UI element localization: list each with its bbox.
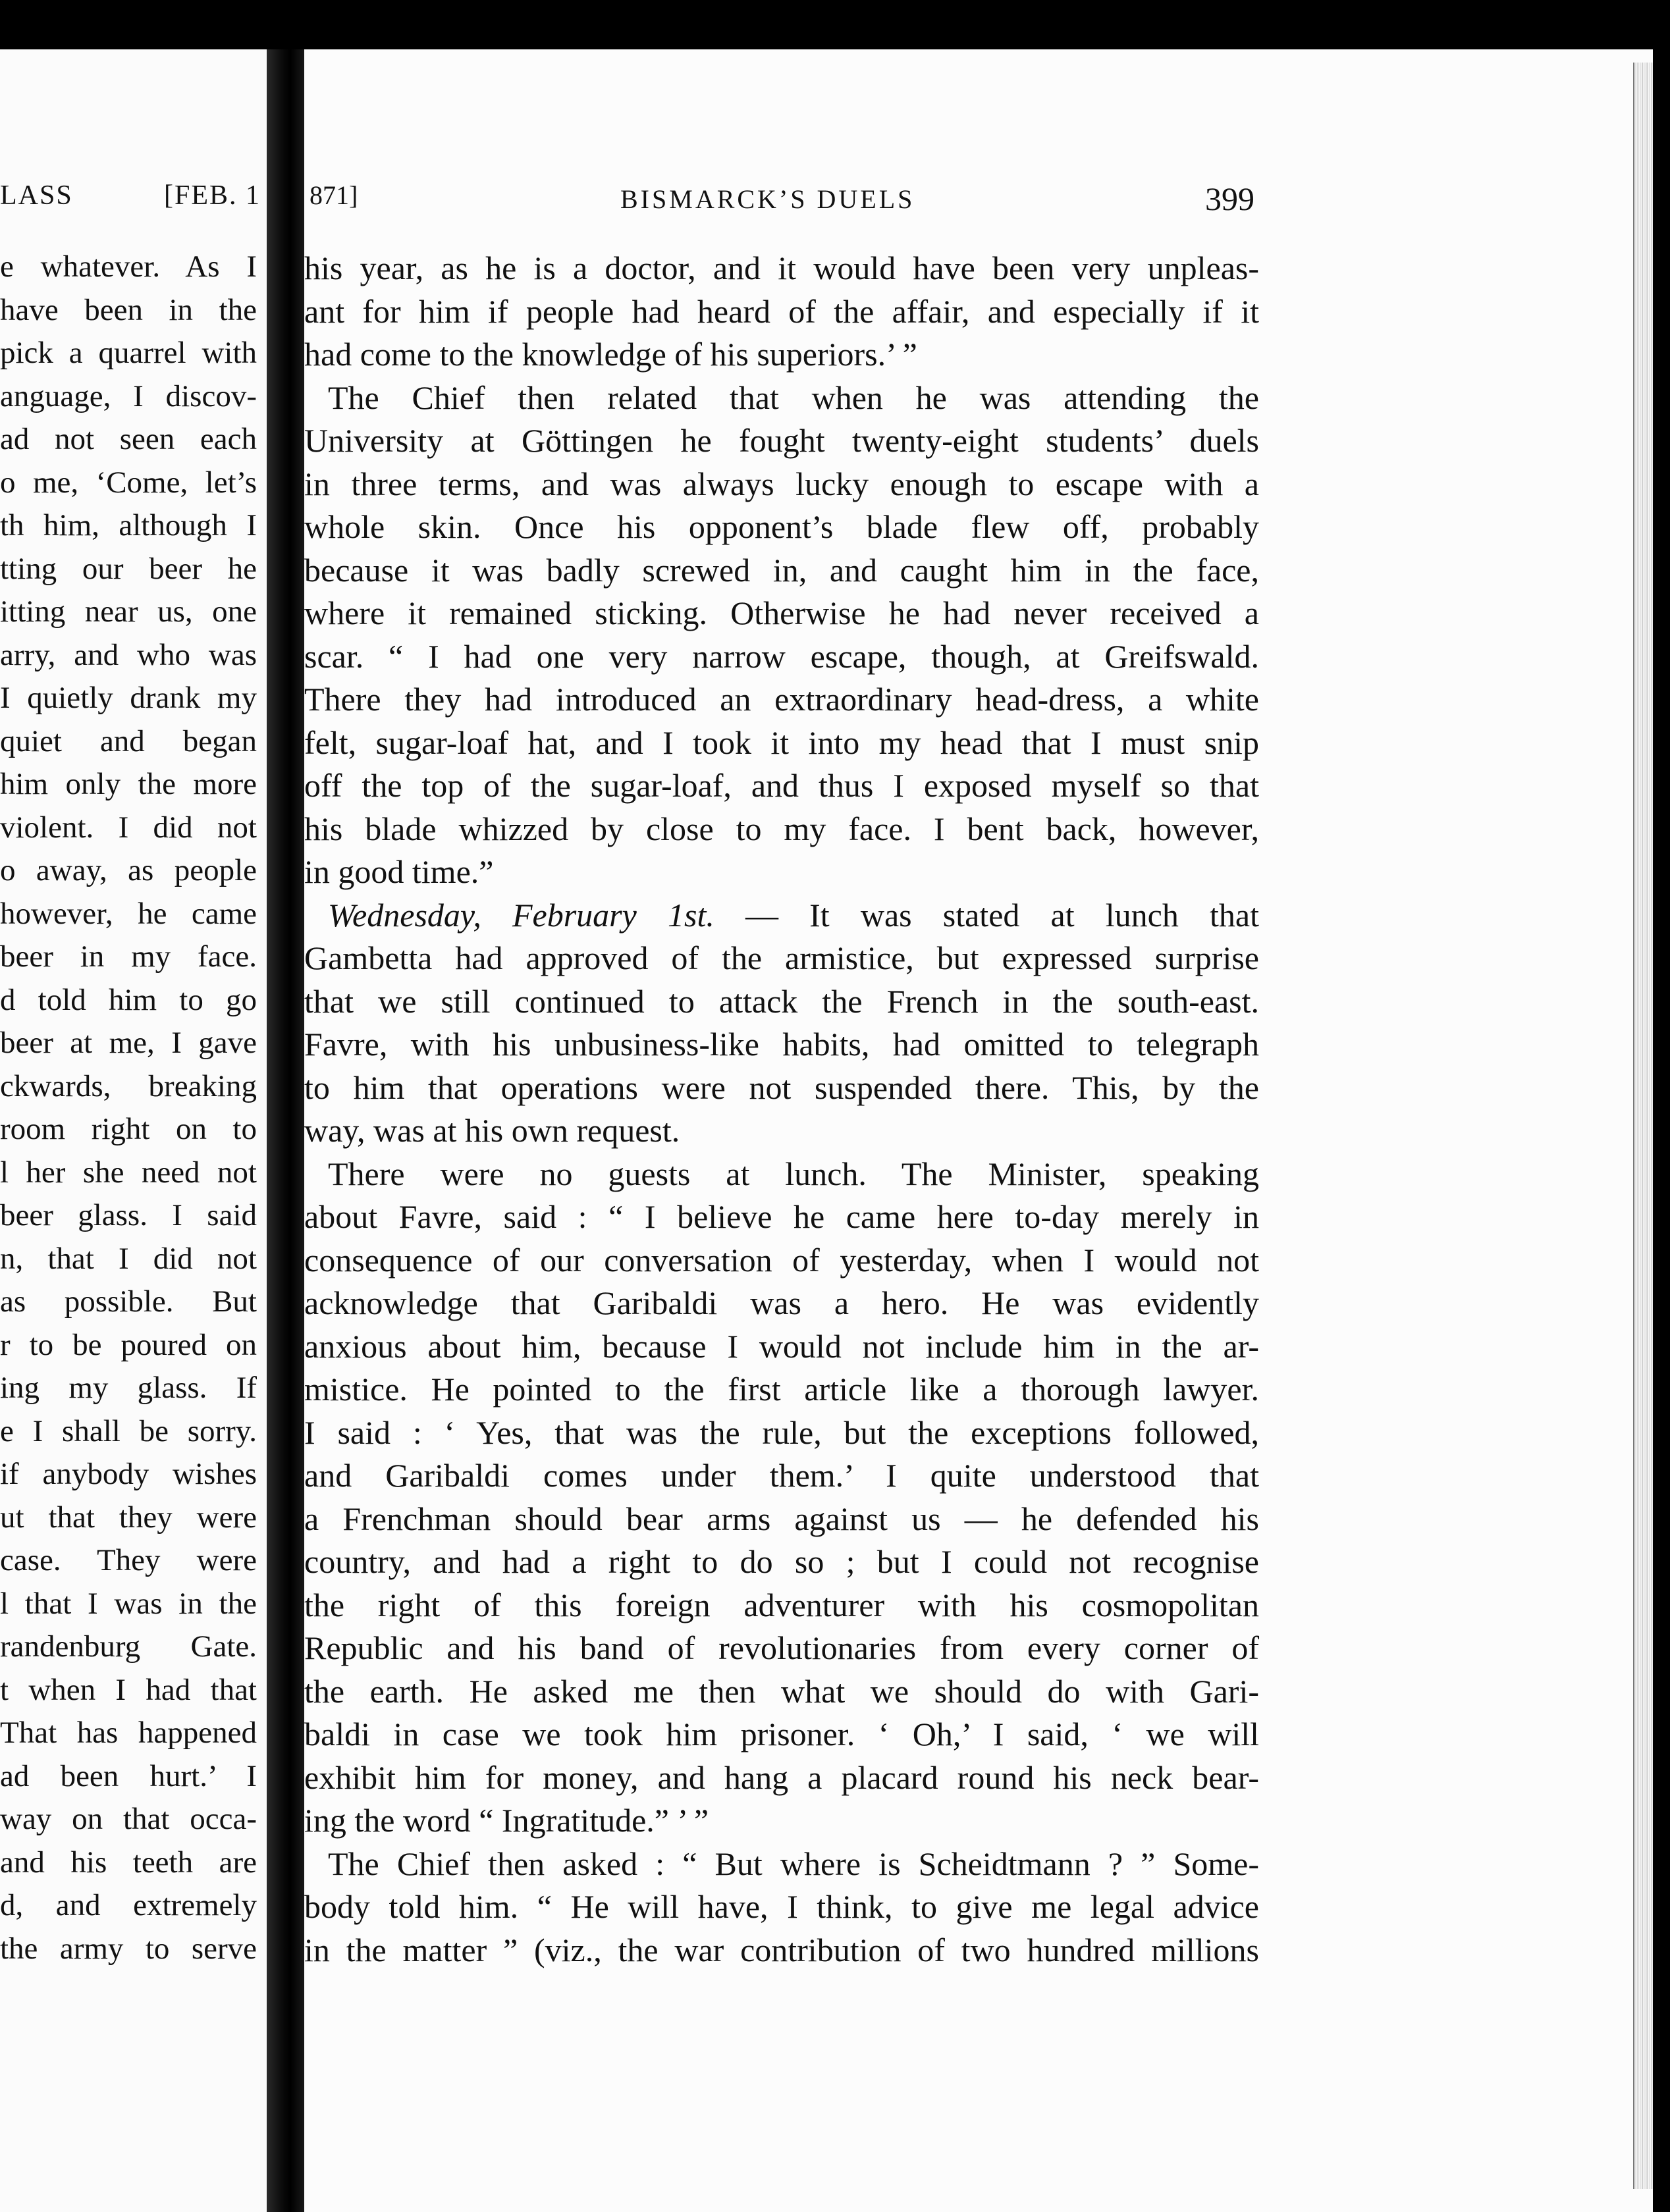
page-number: 399 bbox=[1205, 180, 1254, 217]
text-line: e whatever. As I bbox=[0, 250, 257, 284]
text-line: d, and extremely bbox=[0, 1888, 257, 1922]
text-line: as possible. But bbox=[0, 1284, 257, 1319]
text-line: The Chief then related that when he was attending the bbox=[328, 379, 1259, 416]
text-line: however, he came bbox=[0, 896, 257, 931]
text-line: beer at me, I gave bbox=[0, 1026, 257, 1060]
text-line: acknowledge that Garibaldi was a hero. He was evidently bbox=[304, 1284, 1259, 1321]
left-running-head bbox=[0, 180, 263, 219]
text-line: ing my glass. If bbox=[0, 1371, 257, 1405]
text-line: ing the word “ Ingratitude.” ’ ” bbox=[304, 1802, 709, 1839]
text-line: his year, as he is a doctor, and it would have been very unpleas- bbox=[304, 250, 1259, 286]
text-line: l her she need not bbox=[0, 1155, 257, 1190]
page-body bbox=[304, 247, 1259, 1972]
text-line: whole skin. Once his opponent’s blade flew off, probably bbox=[304, 508, 1259, 545]
text-line: ad been hurt.’ I bbox=[0, 1758, 257, 1793]
text-line: tting our beer he bbox=[0, 551, 257, 586]
left-page-text bbox=[0, 246, 257, 1970]
text-line: t when I had that bbox=[0, 1672, 257, 1707]
right-page bbox=[304, 49, 1653, 2212]
text-line: There were no guests at lunch. The Minister, speaking bbox=[328, 1155, 1259, 1192]
text-line: That has happened bbox=[0, 1716, 257, 1750]
text-line: ckwards, breaking bbox=[0, 1068, 257, 1103]
left-header-title: LASS bbox=[0, 180, 73, 211]
book-gutter bbox=[267, 49, 306, 2212]
chapter-title: BISMARCK’S DUELS bbox=[620, 184, 915, 214]
scan-top-border bbox=[0, 0, 1670, 49]
text-line: ut that they were bbox=[0, 1500, 257, 1535]
text-line: l that I was in the bbox=[0, 1586, 257, 1621]
left-page bbox=[0, 49, 273, 2212]
text-line: quiet and began bbox=[0, 724, 257, 758]
text-line: body told him. “ He will have, I think, to give me legal advice bbox=[304, 1888, 1259, 1925]
text-line: anxious about him, because I would not include him in the ar- bbox=[304, 1327, 1259, 1365]
text-line: Republic and his band of revolutionaries from every corner of bbox=[304, 1629, 1259, 1666]
text-line: arry, and who was bbox=[0, 637, 257, 672]
text-line: exhibit him for money, and hang a placard round his neck bear- bbox=[304, 1758, 1259, 1796]
text-line: in three terms, and was always lucky enough to escape with a bbox=[304, 465, 1259, 502]
text-line: itting near us, one bbox=[0, 594, 257, 629]
text-line: consequence of our conversation of yesterday, when I would not bbox=[304, 1241, 1259, 1278]
text-line: in good time.” bbox=[304, 853, 494, 890]
text-line: if anybody wishes bbox=[0, 1457, 257, 1491]
text-line: I said : ‘ Yes, that was the rule, but the exceptions followed, bbox=[304, 1413, 1259, 1451]
text-line: him only the more bbox=[0, 767, 257, 801]
text-line: had come to the knowledge of his superiors.’ ” bbox=[304, 336, 917, 373]
text-line: way on that occa- bbox=[0, 1802, 257, 1836]
text-line: where it remained sticking. Otherwise he had never received a bbox=[304, 594, 1259, 631]
text-line: I quietly drank my bbox=[0, 681, 257, 715]
text-line: violent. I did not bbox=[0, 810, 257, 845]
text-line: the earth. He asked me then what we should do with Gari- bbox=[304, 1672, 1259, 1710]
text-line: case. They were bbox=[0, 1543, 257, 1577]
text-line: anguage, I discov- bbox=[0, 379, 257, 413]
text-line: Favre, with his unbusiness-like habits, had omitted to telegraph bbox=[304, 1026, 1259, 1063]
diary-entry-line: Wednesday, February 1st. — It was stated at lunch that bbox=[328, 896, 1259, 934]
text-line: mistice. He pointed to the first article like a thorough lawyer. bbox=[304, 1371, 1259, 1408]
text-line: the right of this foreign adventurer with his cosmopolitan bbox=[304, 1586, 1259, 1623]
text-line: in the matter ” (viz., the war contribution of two hundred millions bbox=[304, 1931, 1259, 1968]
text-line: Gambetta had approved of the armistice, but expressed surprise bbox=[304, 939, 1259, 976]
text-line: felt, sugar-loaf hat, and I took it into my head that I must snip bbox=[304, 724, 1259, 761]
text-line: about Favre, said : “ I believe he came here to-day merely in bbox=[304, 1198, 1259, 1235]
text-line: have been in the bbox=[0, 292, 257, 327]
header-year-fragment: 871] bbox=[310, 180, 358, 210]
text-line: beer glass. I said bbox=[0, 1198, 257, 1232]
page-edge-stack bbox=[1633, 63, 1653, 2189]
text-line: pick a quarrel with bbox=[0, 336, 257, 370]
text-line: country, and had a right to do so ; but I could not recognise bbox=[304, 1543, 1259, 1580]
text-line: a Frenchman should bear arms against us — he defended his bbox=[304, 1500, 1259, 1537]
text-line: The Chief then asked : “ But where is Scheidtmann ? ” Some- bbox=[328, 1845, 1259, 1882]
text-line: his blade whizzed by close to my face. I bent back, however, bbox=[304, 810, 1259, 847]
text-line: randenburg Gate. bbox=[0, 1629, 257, 1664]
text-line: the army to serve bbox=[0, 1931, 257, 1966]
text-line: ad not seen each bbox=[0, 422, 257, 456]
text-line: baldi in case we took him prisoner. ‘ Oh,’ I said, ‘ we will bbox=[304, 1716, 1259, 1752]
text-line: o away, as people bbox=[0, 853, 257, 887]
text-line: because it was badly screwed in, and caught him in the face, bbox=[304, 551, 1259, 589]
running-head bbox=[304, 180, 1266, 219]
text-line: University at Göttingen he fought twenty-eight students’ duels bbox=[304, 422, 1259, 459]
text-line: that we still continued to attack the French in the south-east. bbox=[304, 982, 1259, 1020]
text-line: and his teeth are bbox=[0, 1845, 257, 1880]
text-line: r to be poured on bbox=[0, 1327, 257, 1362]
text-line: off the top of the sugar-loaf, and thus I exposed myself so that bbox=[304, 767, 1259, 804]
text-line: o me, ‘Come, let’s bbox=[0, 465, 257, 500]
text-line: ant for him if people had heard of the affair, and especially if it bbox=[304, 292, 1259, 330]
text-line: d told him to go bbox=[0, 982, 257, 1017]
text-line: There they had introduced an extraordinary head-dress, a white bbox=[304, 681, 1259, 718]
text-line: beer in my face. bbox=[0, 939, 257, 974]
left-header-date: [FEB. 1 bbox=[163, 180, 261, 211]
text-line: room right on to bbox=[0, 1112, 257, 1146]
text-line: e I shall be sorry. bbox=[0, 1413, 257, 1448]
text-line: scar. “ I had one very narrow escape, though, at Greifswald. bbox=[304, 637, 1259, 675]
text-line: way, was at his own request. bbox=[304, 1112, 680, 1149]
text-line: th him, although I bbox=[0, 508, 257, 542]
diary-date: Wednesday, February 1st. bbox=[328, 896, 714, 934]
text-line: n, that I did not bbox=[0, 1241, 257, 1276]
text-line: to him that operations were not suspended there. This, by the bbox=[304, 1068, 1259, 1106]
text-line: and Garibaldi comes under them.’ I quite understood that bbox=[304, 1457, 1259, 1494]
